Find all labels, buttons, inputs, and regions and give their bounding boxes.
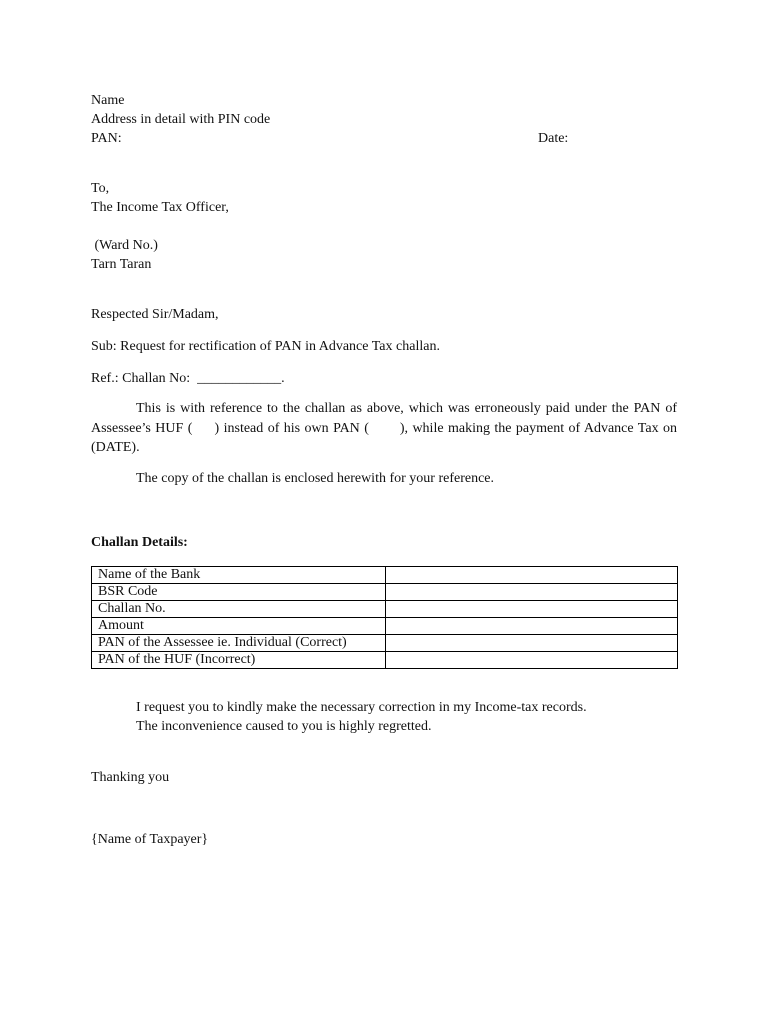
row-label-bsr: BSR Code (92, 584, 386, 601)
reference-line: Ref.: Challan No: ____________. (91, 371, 285, 386)
table-row (92, 635, 678, 652)
closing-regret: The inconvenience caused to you is highly regretted. (136, 719, 432, 734)
table-row (92, 567, 678, 584)
sender-pan: PAN: (91, 131, 122, 146)
row-value-bank (386, 567, 678, 584)
row-value-pan-incorrect (386, 652, 678, 669)
row-value-challan-no (386, 601, 678, 618)
table-row (92, 652, 678, 669)
row-label-challan-no: Challan No. (92, 601, 386, 618)
table-row (92, 618, 678, 635)
recipient-officer: The Income Tax Officer, (91, 200, 229, 215)
letter-date: Date: (538, 131, 569, 146)
row-label-amount: Amount (92, 618, 386, 635)
closing-thanks: Thanking you (91, 770, 170, 785)
table-row (92, 584, 678, 601)
row-value-amount (386, 618, 678, 635)
row-label-pan-correct: PAN of the Assessee ie. Individual (Correct) (92, 635, 386, 652)
sender-name: Name (91, 93, 125, 108)
recipient-city: Tarn Taran (91, 257, 152, 272)
sender-address: Address in detail with PIN code (91, 112, 271, 127)
subject-line: Sub: Request for rectification of PAN in Advance Tax challan. (91, 339, 440, 354)
row-value-pan-correct (386, 635, 678, 652)
recipient-to: To, (91, 181, 110, 196)
salutation: Respected Sir/Madam, (91, 307, 219, 322)
row-label-bank: Name of the Bank (92, 567, 386, 584)
recipient-ward: (Ward No.) (91, 238, 158, 253)
body-paragraph-1: This is with reference to the challan as above, which was erroneously paid under the PAN of Assessee’s HUF ( ) instead of his own PAN ( ), while making the payment of Advance Tax on (DATE). (91, 401, 681, 455)
row-value-bsr (386, 584, 678, 601)
challan-details-table (91, 566, 678, 669)
row-label-pan-incorrect: PAN of the HUF (Incorrect) (92, 652, 386, 669)
body-paragraph-2: The copy of the challan is enclosed herewith for your reference. (136, 471, 495, 486)
table-row (92, 601, 678, 618)
challan-details-heading: Challan Details: (91, 535, 188, 550)
closing-request: I request you to kindly make the necessary correction in my Income-tax records. (136, 700, 587, 715)
signature-name: {Name of Taxpayer} (91, 832, 209, 847)
